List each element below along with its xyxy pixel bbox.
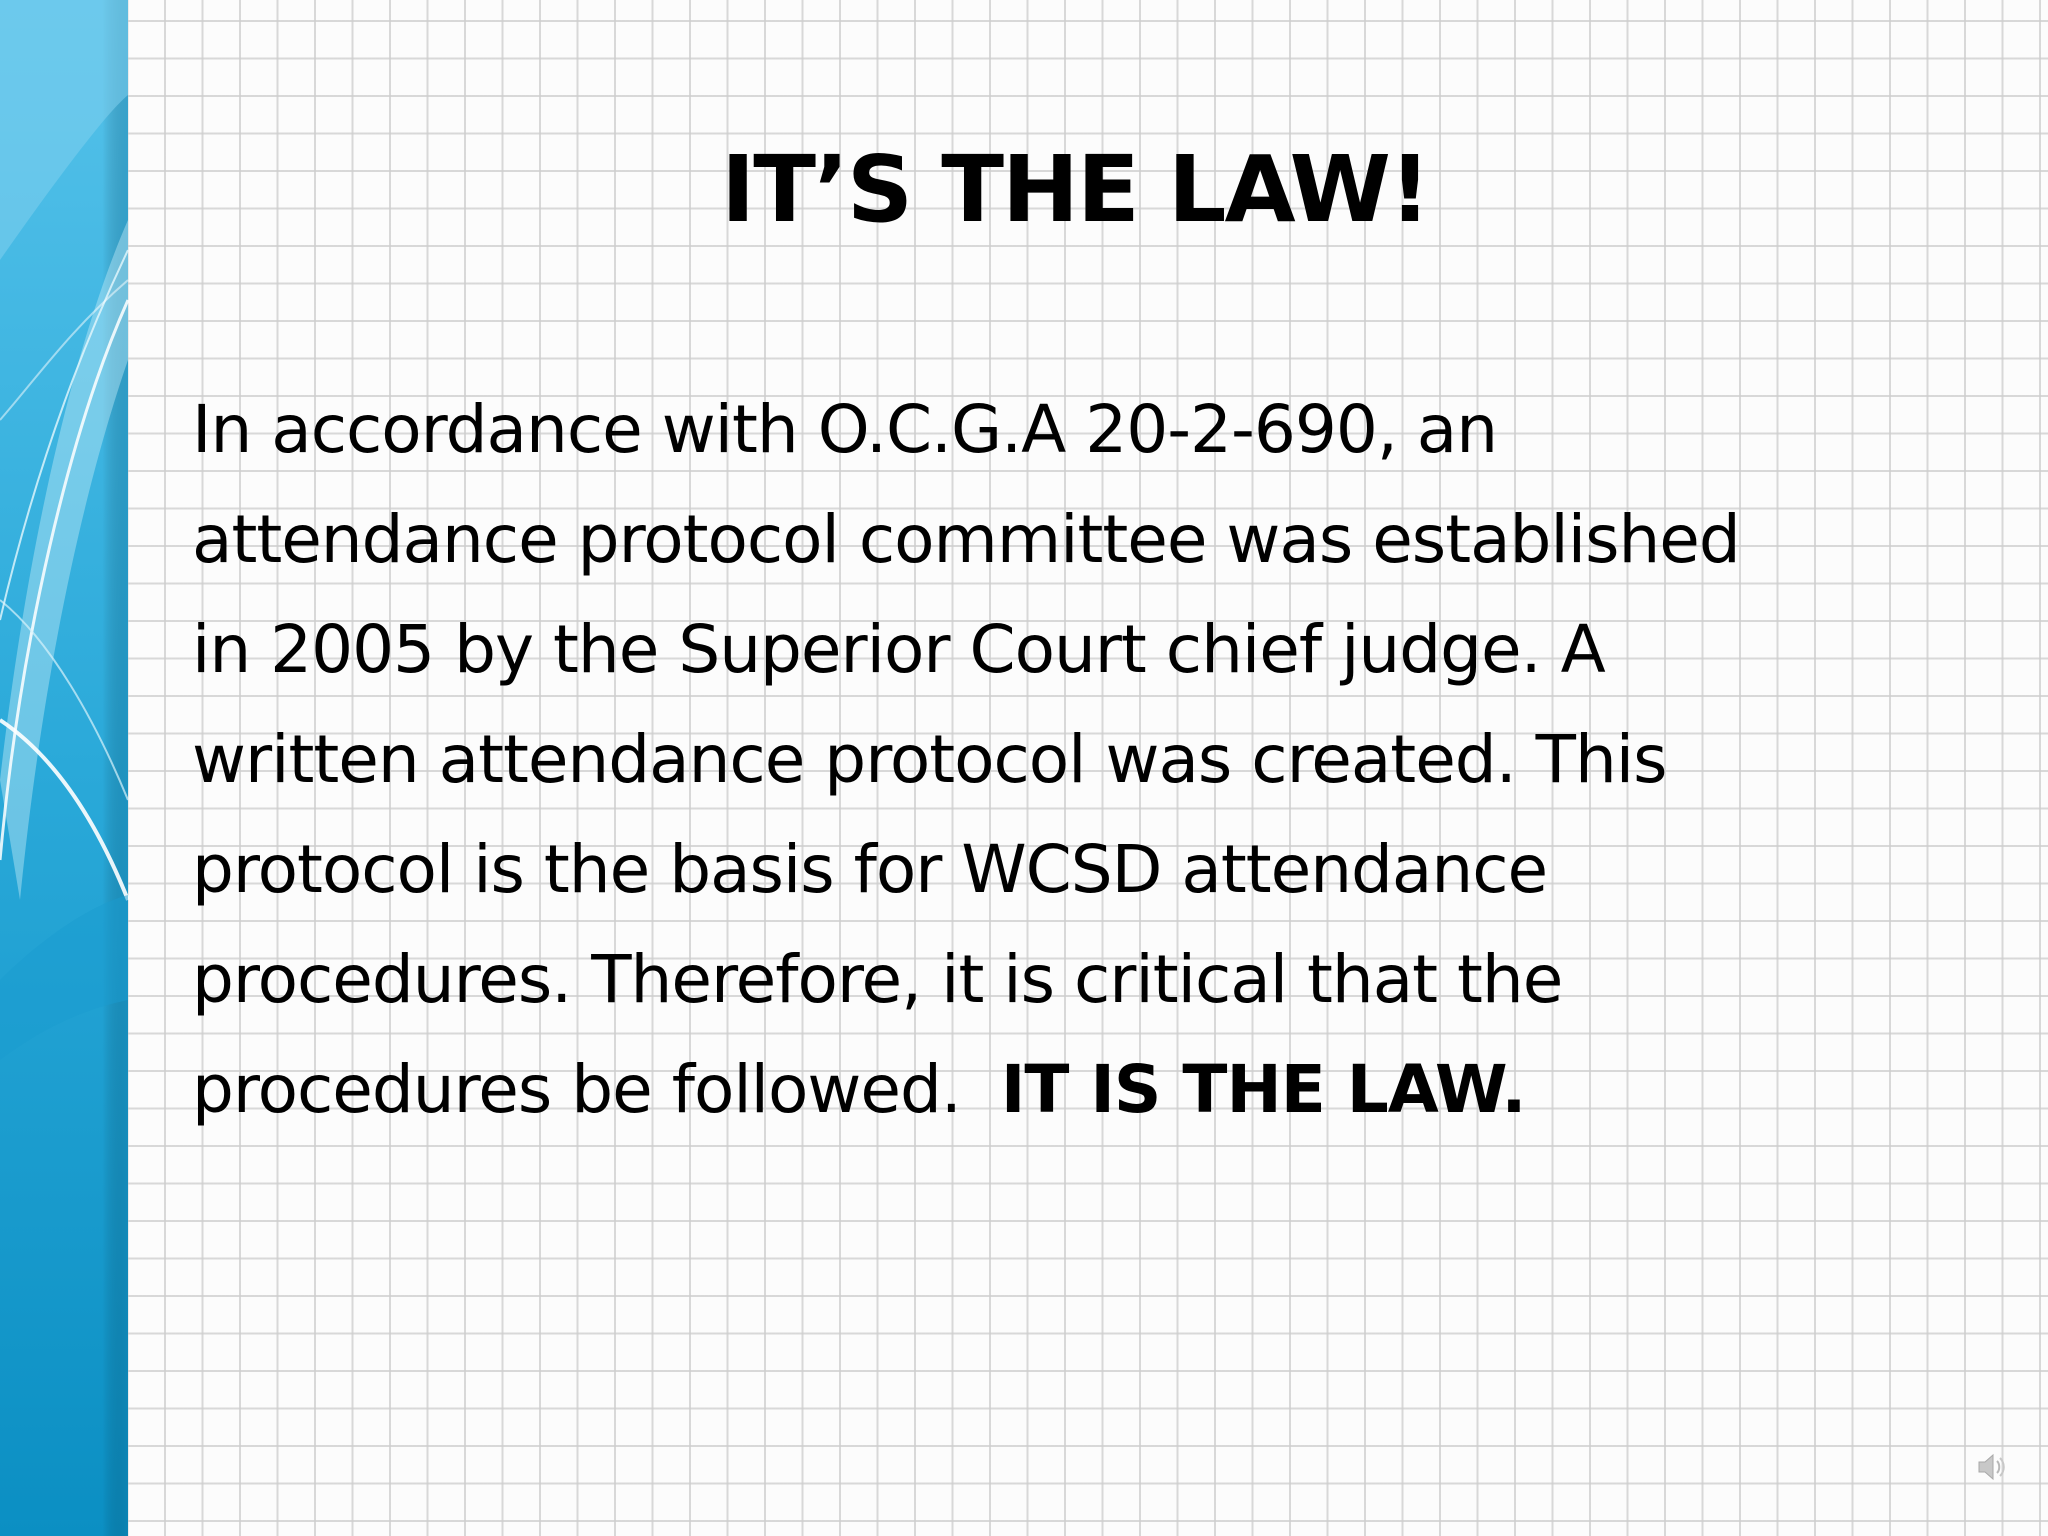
body-line-final-text: procedures be followed. [192, 1051, 1001, 1128]
body-line: written attendance protocol was created. This [192, 721, 1667, 798]
speaker-icon[interactable] [1975, 1450, 2009, 1484]
slide-title: IT’S THE LAW! [721, 136, 1429, 243]
blue-wave-band-graphic [0, 0, 132, 1536]
body-line: procedures. Therefore, it is critical that the [192, 941, 1563, 1018]
body-line: protocol is the basis for WCSD attendance [192, 831, 1548, 908]
body-line: attendance protocol committee was established [192, 501, 1740, 578]
law-emphasis: IT IS THE LAW. [1000, 1051, 1526, 1128]
decorative-blue-band [0, 0, 132, 1536]
body-line-final [192, 1035, 1992, 1145]
speaker-icon-graphic [1975, 1450, 2009, 1484]
body-paragraph [192, 375, 1992, 1145]
body-line: In accordance with O.C.G.A 20-2-690, an [192, 391, 1498, 468]
body-line: in 2005 by the Superior Court chief judge. A [192, 611, 1605, 688]
